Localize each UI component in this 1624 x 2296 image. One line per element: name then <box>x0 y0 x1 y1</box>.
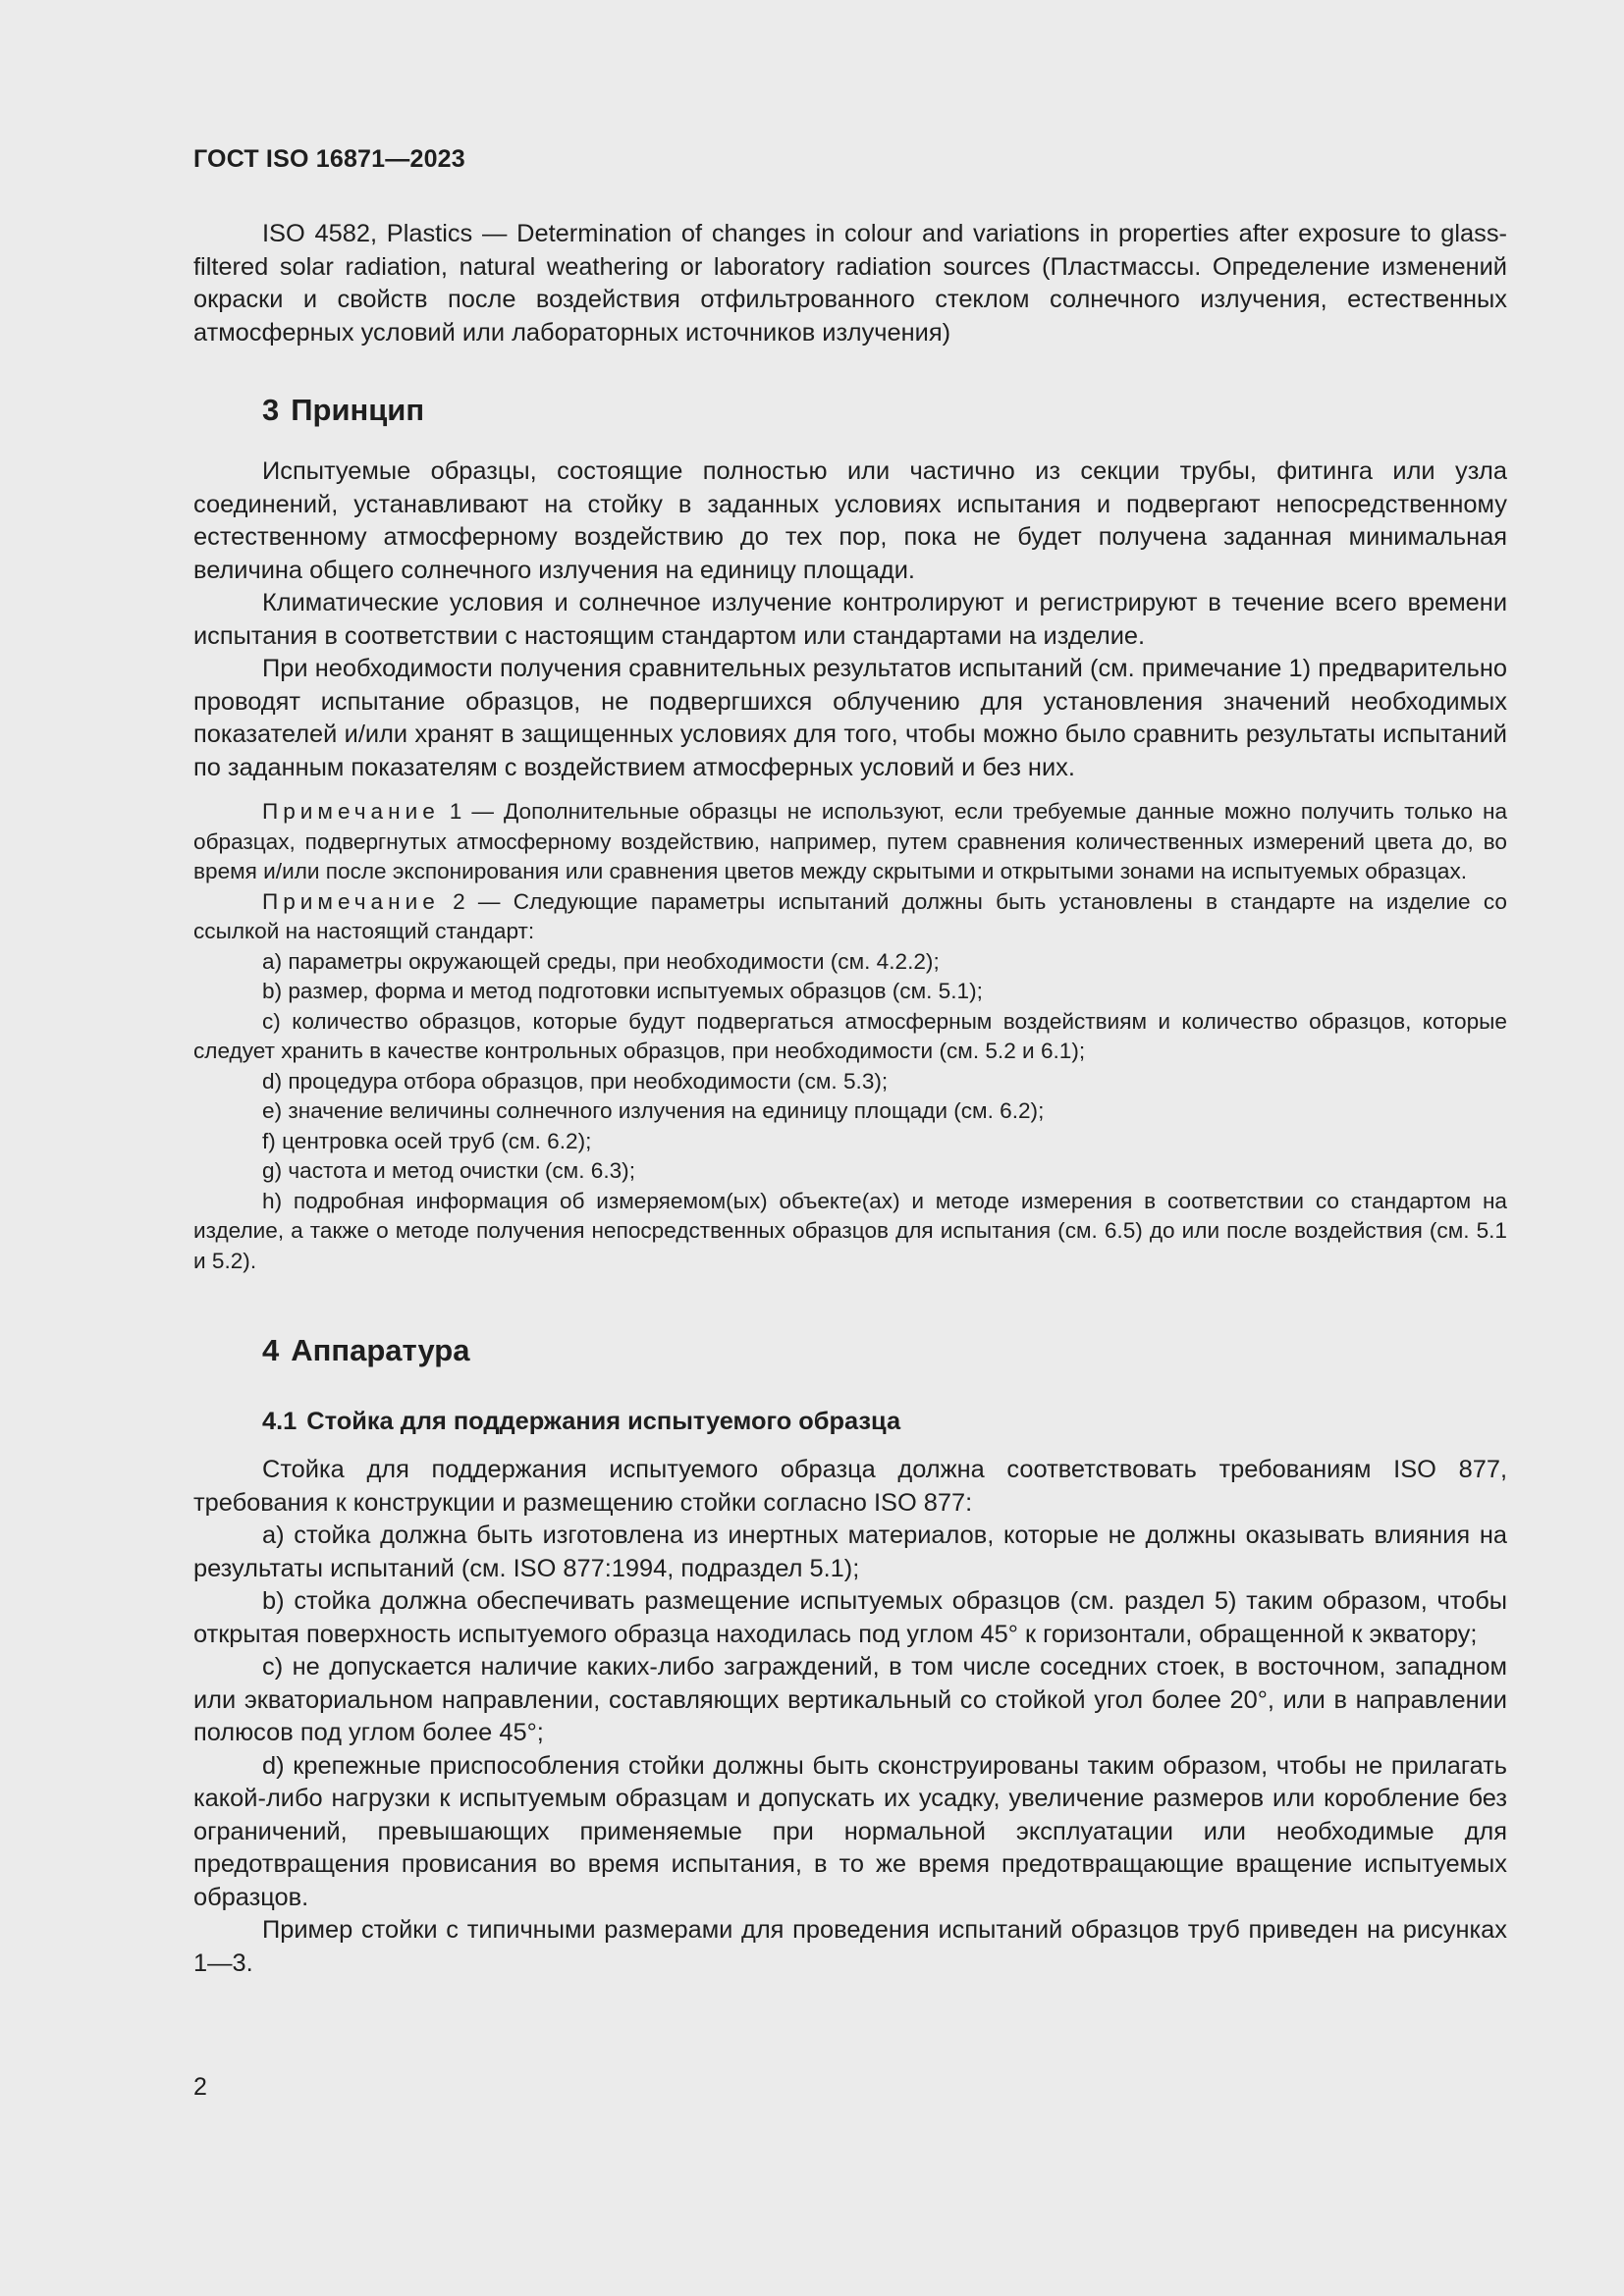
reference-entry: ISO 4582, Plastics — Determination of changes in colour and variations in properties after exposure to glass-filtered solar radiation, natural weathering or laboratory radiation sources (Пластмассы. Определение изменений окраски и свойств после воздействия отфильтрованного стеклом солнечного излучения, естественных атмосферных условий или лабораторных источников излучения) <box>193 220 1507 347</box>
paragraph: При необходимости получения сравнительных результатов испытаний (см. примечание 1) предварительно проводят испытание образцов, не подвергшихся облучению для установления значений необходимых показателей и/или хранят в защищенных условиях для того, чтобы можно было сравнить результаты испытаний по заданным показателям с воздействием атмосферных условий и без них. <box>193 655 1507 781</box>
note-text: — Следующие параметры испытаний должны быть установлены в стандарте на изделие со ссылкой на настоящий стандарт: <box>193 888 1507 943</box>
list-item: b) размер, форма и метод подготовки испытуемых образцов (см. 5.1); <box>262 979 983 1003</box>
note-label: Примечание <box>262 799 440 824</box>
list-item: a) параметры окружающей среды, при необходимости (см. 4.2.2); <box>262 948 940 974</box>
list-item: d) крепежные приспособления стойки должны быть сконструированы таким образом, чтобы не прилагать какой-либо нагрузки к испытуемым образцам и допускать их усадку, увеличение размеров или коробление без ограничений, превышающих применяемые при нормальной эксплуатации или необходимые для предотвращения провисания во время испытания, в то же время предотвращающие вращение испытуемых образцов. <box>193 1751 1507 1911</box>
note <box>193 797 1507 887</box>
document-header: ГОСТ ISO 16871—2023 <box>193 145 465 173</box>
note-number: 1 <box>449 799 462 824</box>
section-number: 3 <box>262 393 280 427</box>
section-title: Аппаратура <box>291 1333 470 1367</box>
list-item: d) процедура отбора образцов, при необходимости (см. 5.3); <box>262 1068 889 1094</box>
list-item: h) подробная информация об измеряемом(ых) объекте(ах) и методе измерения в соответствии со стандартом на изделие, а также о методе получения непосредственных образцов для испытания (см. 6.5) до или после воздействия (см. 5.1 и 5.2). <box>193 1188 1507 1273</box>
paragraph: Испытуемые образцы, состоящие полностью или частично из секции трубы, фитинга или узла соединений, устанавливают на стойку в заданных условиях испытания и подвергают непосредственному естественному атмосферному воздействию до тех пор, пока не будет получена заданная минимальная величина общего солнечного излучения на единицу площади. <box>193 457 1507 584</box>
section-number: 4 <box>262 1333 280 1367</box>
subsection-heading <box>262 1408 1507 1436</box>
list-item: a) стойка должна быть изготовлена из инертных материалов, которые не должны оказывать влияния на результаты испытаний (см. ISO 877:1994, подраздел 5.1); <box>193 1522 1507 1582</box>
list-item: g) частота и метод очистки (см. 6.3); <box>262 1158 635 1183</box>
note-number: 2 <box>453 888 465 914</box>
section-heading <box>262 393 1507 428</box>
page-content <box>193 145 1507 1980</box>
section-heading <box>262 1333 1507 1368</box>
paragraph: Климатические условия и солнечное излучение контролируют и регистрируют в течение всего времени испытания в соответствии с настоящим стандартом или стандартами на изделие. <box>193 589 1507 650</box>
list-item: b) стойка должна обеспечивать размещение испытуемых образцов (см. раздел 5) таким образом, чтобы открытая поверхность испытуемого образца находилась под углом 45° к горизонтали, обращенной к экватору; <box>193 1587 1507 1648</box>
paragraph: Стойка для поддержания испытуемого образца должна соответствовать требованиям ISO 877, требования к конструкции и размещению стойки согласно ISO 877: <box>193 1456 1507 1517</box>
paragraph: Пример стойки с типичными размерами для проведения испытаний образцов труб приведен на рисунках 1—3. <box>193 1916 1507 1977</box>
list-item: e) значение величины солнечного излучения на единицу площади (см. 6.2); <box>262 1098 1045 1123</box>
list-item: f) центровка осей труб (см. 6.2); <box>262 1128 592 1153</box>
note-label: Примечание <box>262 888 440 914</box>
list-item: c) количество образцов, которые будут подвергаться атмосферным воздействиям и количество образцов, которые следует хранить в качестве контрольных образцов, при необходимости (см. 5.2 и 6.1); <box>193 1008 1507 1063</box>
page-number: 2 <box>193 2073 207 2101</box>
section-title: Принцип <box>291 393 425 427</box>
note <box>193 887 1507 947</box>
list-item: c) не допускается наличие каких-либо заграждений, в том числе соседних стоек, в восточном, западном или экваториальном направлении, составляющих вертикальный со стойкой угол более 20°, или в направлении полюсов под углом более 45°; <box>193 1653 1507 1746</box>
subsection-title: Стойка для поддержания испытуемого образца <box>306 1408 901 1435</box>
subsection-number: 4.1 <box>262 1408 298 1435</box>
note-text: — Дополнительные образцы не используют, если требуемые данные можно получить только на образцах, подвергнутых атмосферному воздействию, например, путем сравнения количественных измерений цвета до, во время и/или после экспонирования или сравнения цветов между скрытыми и открытыми зонами на испытуемых образцах. <box>193 799 1508 883</box>
